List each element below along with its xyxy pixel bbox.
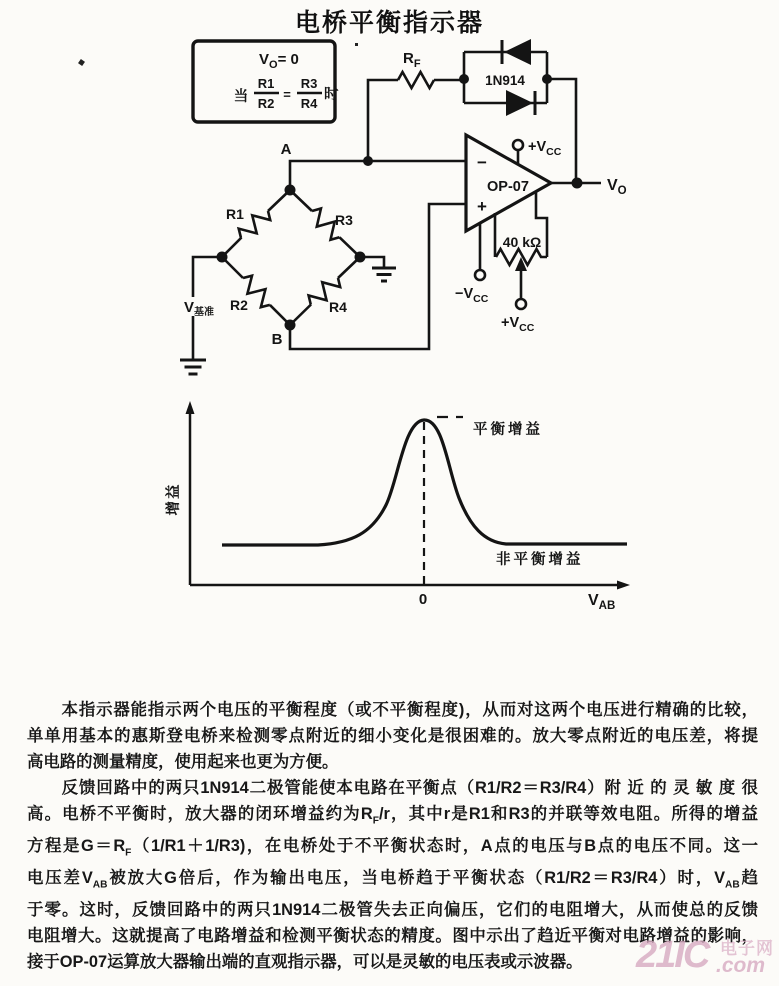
fraction-r1: R1 [257, 76, 275, 91]
vo-label: $V_O$ [607, 177, 627, 197]
fraction-r3: R3 [300, 76, 318, 91]
opamp-plus-input: + [477, 197, 487, 216]
vcc-neg-terminal [475, 270, 485, 280]
x-axis-arrow [617, 581, 630, 590]
r2-label: R2 [230, 297, 248, 313]
body-line: 电阻增大。这就提高了电路增益和检测平衡状态的精度。图中示出了趋近平衡对电路增益的影响， [27, 927, 758, 946]
vcc-bot-terminal [516, 299, 526, 309]
r4-label: R4 [329, 299, 347, 315]
zero-tick-label: 0 [418, 591, 428, 608]
r3-label: R3 [335, 212, 353, 228]
fraction-r4: R4 [300, 96, 318, 111]
vcc-bot-label: $+V_{CC}$ [501, 315, 535, 334]
y-axis-label: 增益 [166, 482, 182, 516]
vcc-top-label: $+V_{CC}$ [528, 139, 562, 158]
pot-value-label: 40 kΩ [502, 234, 542, 250]
vcc-neg-label: $-V_{CC}$ [455, 286, 489, 305]
body-line: 单单用基本的惠斯登电桥来检测零点附近的细小变化是很困难的。放大零点附近的电压差，将提 [27, 726, 758, 745]
page-title: 电桥平衡指示器 [294, 9, 484, 37]
body-line: 反馈回路中的两只1N914二极管能使本电路在平衡点（R1/R2＝R3/R4）附 近 的 灵 敏 度 很 [27, 778, 758, 797]
vcc-top-terminal [513, 140, 523, 150]
x-axis-label: $V_{AB}$ [588, 592, 616, 612]
diode-top-triangle [504, 39, 531, 65]
output-node-dot [572, 178, 583, 189]
21ic-watermark [634, 930, 779, 984]
body-line: 方程是$G=R_F(1/R1+1/R3)$，在电桥处于不平衡状态时，A点的电压与B点的电压不同。这一 [27, 836, 758, 859]
diode-bottom-triangle [506, 90, 533, 116]
wire-diodes-to-output [547, 79, 576, 183]
diode-part-number: 1N914 [485, 73, 525, 88]
balance-condition-box [193, 41, 339, 122]
condition-shi: 时 [324, 87, 339, 103]
condition-equals: = [283, 87, 291, 102]
watermark-dianziwang: 电子网 [720, 939, 774, 958]
resistor-rf [398, 72, 434, 88]
body-line: 于零。这时，反馈回路中的两只1N914二极管失去正向偏压，它们的电阻增大，从而使总的反馈 [27, 901, 758, 920]
junction-dot [363, 156, 373, 166]
body-line: 高电路的测量精度，使用起来也更为方便。 [27, 752, 339, 771]
opamp-minus-input: − [477, 153, 487, 172]
junction-dot [542, 74, 552, 84]
scan-speck [355, 43, 358, 46]
wheatstone-bridge [180, 185, 396, 375]
node-b-label: B [271, 331, 283, 348]
body-line: 高。电桥不平衡时，放大器的闭环增益约为$R_F/r$，其中r是R1和R3的并联等效电阻。所得的增益 [27, 804, 758, 826]
condition-when: 当 [233, 89, 249, 105]
y-axis-arrow [186, 401, 195, 414]
unbalanced-gain-label: 非平衡增益 [496, 552, 584, 568]
wire-inverting-to-rf [368, 80, 398, 161]
ground-left [180, 360, 206, 374]
fraction-r2: R2 [257, 96, 275, 111]
watermark-21ic: 21IC [636, 934, 709, 976]
watermark-com: .com [716, 954, 766, 977]
vref-label: $V_{基准}$ [184, 299, 215, 318]
rf-label: $R_F$ [403, 50, 421, 70]
body-line: 电压差$V_{AB}$被放大G倍后，作为输出电压，当电桥趋于平衡状态（R1/R2＝R3/R4）时，$V_{AB}$趋 [27, 869, 758, 891]
node-b-dot [285, 320, 296, 331]
junction-dot [459, 74, 469, 84]
body-line: 接于OP-07运算放大器输出端的直观指示器，可以是灵敏的电压表或示波器。 [27, 953, 583, 971]
opamp-part-number: OP-07 [487, 179, 529, 195]
vo-equals-zero: $V_O= 0$ [259, 51, 299, 71]
peak-gain-label: 平衡增益 [473, 422, 543, 438]
opamp [290, 135, 601, 349]
node-a-label: A [280, 141, 292, 158]
body-line: 本指示器能指示两个电压的平衡程度（或不平衡程度)，从而对这两个电压进行精确的比较， [27, 701, 758, 719]
ground-right [372, 268, 396, 281]
wire-a-to-inverting [290, 161, 466, 190]
node-a-dot [285, 185, 296, 196]
r1-label: R1 [226, 206, 244, 222]
